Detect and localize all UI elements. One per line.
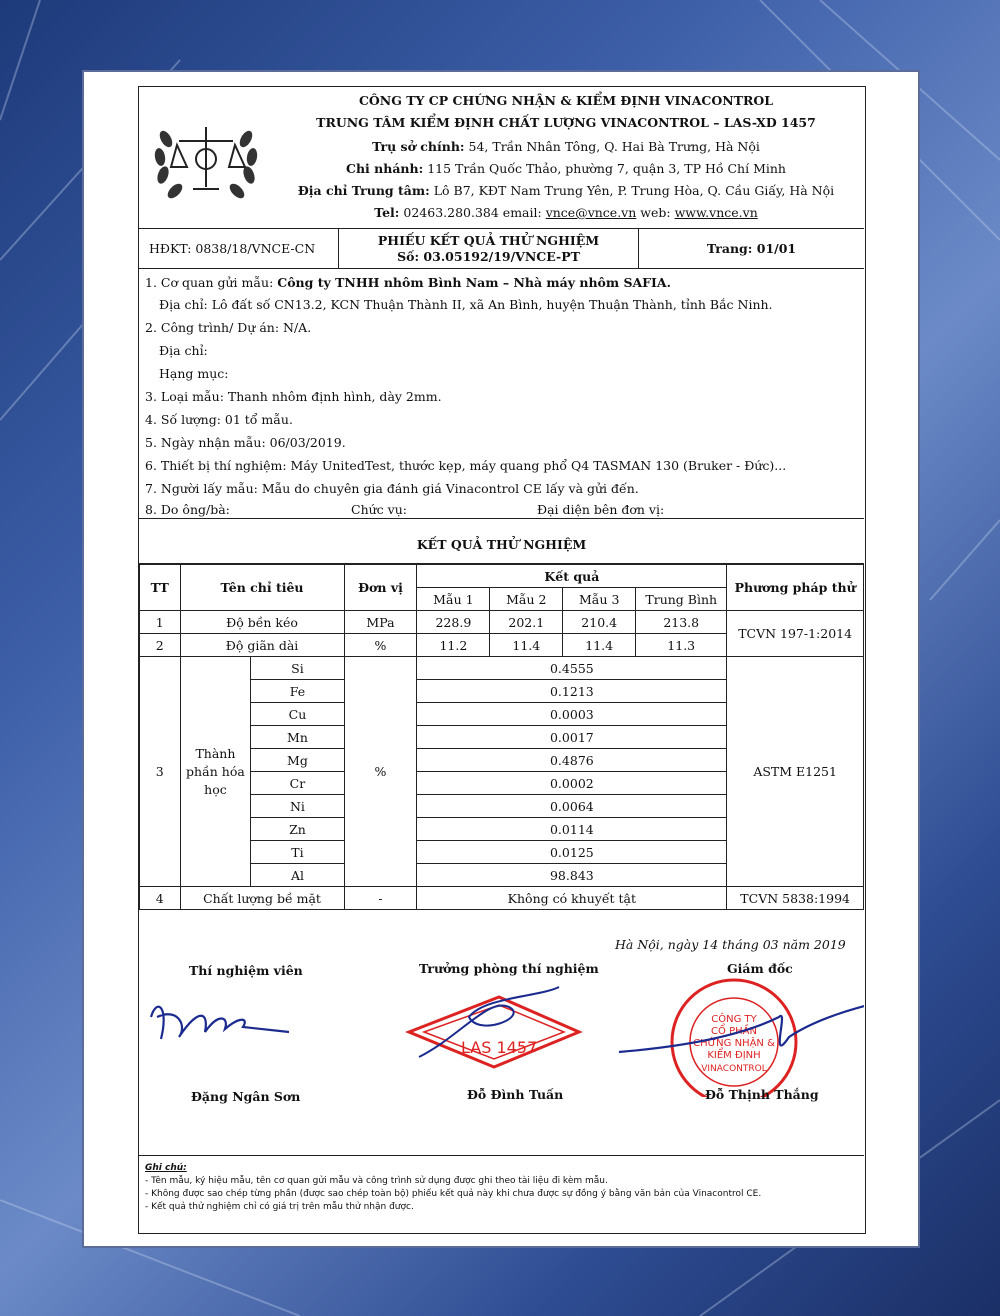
element-name: Fe xyxy=(251,680,344,703)
cell-value: Không có khuyết tật xyxy=(417,887,727,910)
element-value: 98.843 xyxy=(417,864,727,887)
cell-method: ASTM E1251 xyxy=(727,657,864,887)
results-table xyxy=(139,564,864,910)
notes xyxy=(139,1155,864,1214)
page-number: Trang: 01/01 xyxy=(706,241,797,256)
note-item: - Tên mẫu, ký hiệu mẫu, tên cơ quan gửi mẫu và công trình sử dụng được ghi theo tài liệu đi kèm mẫu. xyxy=(145,1176,608,1186)
company-stamp-icon xyxy=(619,980,864,1097)
name-lab-head: Đỗ Đình Tuấn xyxy=(467,1087,564,1102)
info-quantity: 4. Số lượng: 01 tổ mẫu. xyxy=(145,412,293,427)
element-value: 0.0003 xyxy=(417,703,727,726)
cell-tt: 2 xyxy=(140,634,181,657)
header-average: Trung Bình xyxy=(636,588,727,611)
email-link[interactable]: vnce@vnce.vn xyxy=(545,205,637,220)
header-method: Phương pháp thử xyxy=(727,565,864,611)
title-director: Giám đốc xyxy=(727,961,793,976)
cell-value: 213.8 xyxy=(636,611,727,634)
header-result: Kết quả xyxy=(417,565,727,588)
cell-name: Thành phần hóa học xyxy=(180,657,251,887)
cell-value: 11.4 xyxy=(490,634,563,657)
name-tester: Đặng Ngân Sơn xyxy=(191,1089,301,1104)
element-name: Ni xyxy=(251,795,344,818)
svg-text:CHỨNG NHẬN &: CHỨNG NHẬN & xyxy=(693,1038,775,1049)
info-project-item: Hạng mục: xyxy=(159,366,229,381)
info-received-date: 5. Ngày nhận mẫu: 06/03/2019. xyxy=(145,435,346,450)
contact-line: Tel: 02463.280.384 email: vnce@vnce.vn web: www.vnce.vn xyxy=(374,205,758,220)
cell-value: 210.4 xyxy=(563,611,636,634)
cell-name: Độ giãn dài xyxy=(180,634,344,657)
name-director: Đỗ Thịnh Thắng xyxy=(705,1087,819,1102)
notes-title: Ghi chú: xyxy=(145,1163,187,1173)
svg-text:CÔNG TY: CÔNG TY xyxy=(711,1014,757,1025)
info-sampler: 7. Người lấy mẫu: Mẫu do chuyên gia đánh giá Vinacontrol CE lấy và gửi đến. xyxy=(145,481,639,496)
table-header-row xyxy=(140,565,864,588)
stamp-las-text: LAS 1457 xyxy=(461,1038,538,1057)
cell-value: 11.4 xyxy=(563,634,636,657)
branch-address: Chi nhánh: 115 Trần Quốc Thảo, phường 7, quận 3, TP Hồ Chí Minh xyxy=(346,161,786,176)
form-title: PHIẾU KẾT QUẢ THỬ NGHIỆM xyxy=(377,233,600,248)
test-report-document xyxy=(138,86,866,1234)
element-name: Mn xyxy=(251,726,344,749)
report-number: Số: 03.05192/19/VNCE-PT xyxy=(397,249,580,264)
element-value: 0.1213 xyxy=(417,680,727,703)
element-value: 0.0017 xyxy=(417,726,727,749)
note-item: - Không được sao chép từng phần (được sao chép toàn bộ) phiếu kết quả này khi chưa được sự đồng ý bằng văn bản của Vinacontrol CE. xyxy=(145,1189,762,1199)
header-name: Tên chỉ tiêu xyxy=(180,565,344,611)
cell-unit: % xyxy=(344,634,417,657)
cell-unit: - xyxy=(344,887,417,910)
cell-name: Độ bền kéo xyxy=(180,611,344,634)
hq-address: Trụ sở chính: 54, Trần Nhân Tông, Q. Hai Bà Trưng, Hà Nội xyxy=(372,139,760,154)
table-row xyxy=(140,657,864,680)
sample-info xyxy=(139,269,864,519)
title-lab-head: Trưởng phòng thí nghiệm xyxy=(419,961,599,976)
form-title-cell xyxy=(339,229,639,269)
results-title: KẾT QUẢ THỬ NGHIỆM xyxy=(139,519,864,564)
center-address: Địa chỉ Trung tâm: Lô B7, KĐT Nam Trung Yên, P. Trung Hòa, Q. Cầu Giấy, Hà Nội xyxy=(297,183,835,198)
info-project-address: Địa chỉ: xyxy=(159,343,208,358)
svg-text:VINACONTROL: VINACONTROL xyxy=(701,1064,767,1074)
note-item: - Kết quả thử nghiệm chỉ có giá trị trên mẫu thử nhận được. xyxy=(145,1202,414,1212)
title-tester: Thí nghiệm viên xyxy=(189,963,303,978)
element-name: Ti xyxy=(251,841,344,864)
info-unit-representative: Đại diện bên đơn vị: xyxy=(537,502,665,517)
element-name: Cu xyxy=(251,703,344,726)
cell-tt: 1 xyxy=(140,611,181,634)
info-position: Chức vụ: xyxy=(351,502,407,517)
center-name: TRUNG TÂM KIỂM ĐỊNH CHẤT LƯỢNG VINACONTROL – LAS-XD 1457 xyxy=(316,115,816,130)
info-project: 2. Công trình/ Dự án: N/A. xyxy=(145,320,312,335)
element-name: Zn xyxy=(251,818,344,841)
cell-method: TCVN 5838:1994 xyxy=(727,887,864,910)
web-link[interactable]: www.vnce.vn xyxy=(674,205,758,220)
lab-stamp-icon xyxy=(409,987,579,1067)
cell-unit: % xyxy=(344,657,417,887)
cell-tt: 4 xyxy=(140,887,181,910)
element-name: Mg xyxy=(251,749,344,772)
table-row xyxy=(140,887,864,910)
signatures-and-stamps xyxy=(139,977,864,1097)
element-value: 0.4876 xyxy=(417,749,727,772)
element-value: 0.4555 xyxy=(417,657,727,680)
header-sample-3: Mẫu 3 xyxy=(563,588,636,611)
reference-row xyxy=(139,229,864,269)
table-row xyxy=(140,611,864,634)
signature-tester-icon xyxy=(151,1007,289,1039)
info-sample-type: 3. Loại mẫu: Thanh nhôm định hình, dày 2mm. xyxy=(145,389,442,404)
element-value: 0.0002 xyxy=(417,772,727,795)
element-name: Si xyxy=(251,657,344,680)
sign-date: Hà Nội, ngày 14 tháng 03 năm 2019 xyxy=(615,937,846,952)
element-value: 0.0064 xyxy=(417,795,727,818)
header-sample-1: Mẫu 1 xyxy=(417,588,490,611)
element-name: Al xyxy=(251,864,344,887)
info-sender-address: Địa chỉ: Lô đất số CN13.2, KCN Thuận Thành II, xã An Bình, huyện Thuận Thành, tỉnh Bắc Ninh. xyxy=(159,297,773,312)
element-name: Cr xyxy=(251,772,344,795)
svg-text:KIỂM ĐỊNH: KIỂM ĐỊNH xyxy=(707,1050,761,1061)
header-tt: TT xyxy=(140,565,181,611)
cell-name: Chất lượng bề mặt xyxy=(180,887,344,910)
contract-number: HĐKT: 0838/18/VNCE-CN xyxy=(139,229,339,269)
letterhead xyxy=(139,87,864,229)
cell-method: TCVN 197-1:2014 xyxy=(727,611,864,657)
info-representative: 8. Do ông/bà: xyxy=(145,502,230,517)
element-value: 0.0114 xyxy=(417,818,727,841)
company-name: CÔNG TY CP CHỨNG NHẬN & KIỂM ĐỊNH VINACONTROL xyxy=(358,93,774,108)
cell-tt: 3 xyxy=(140,657,181,887)
info-equipment: 6. Thiết bị thí nghiệm: Máy UnitedTest, thước kẹp, máy quang phổ Q4 TASMAN 130 (Bruker - Đức)... xyxy=(145,458,787,473)
cell-unit: MPa xyxy=(344,611,417,634)
header-unit: Đơn vị xyxy=(344,565,417,611)
svg-text:CỔ PHẦN: CỔ PHẦN xyxy=(711,1026,757,1037)
info-sender: 1. Cơ quan gửi mẫu: Công ty TNHH nhôm Bình Nam – Nhà máy nhôm SAFIA. xyxy=(145,275,671,290)
scales-of-justice-logo-icon xyxy=(151,109,261,209)
header-sample-2: Mẫu 2 xyxy=(490,588,563,611)
element-value: 0.0125 xyxy=(417,841,727,864)
cell-value: 202.1 xyxy=(490,611,563,634)
cell-value: 11.2 xyxy=(417,634,490,657)
cell-value: 11.3 xyxy=(636,634,727,657)
cell-value: 228.9 xyxy=(417,611,490,634)
